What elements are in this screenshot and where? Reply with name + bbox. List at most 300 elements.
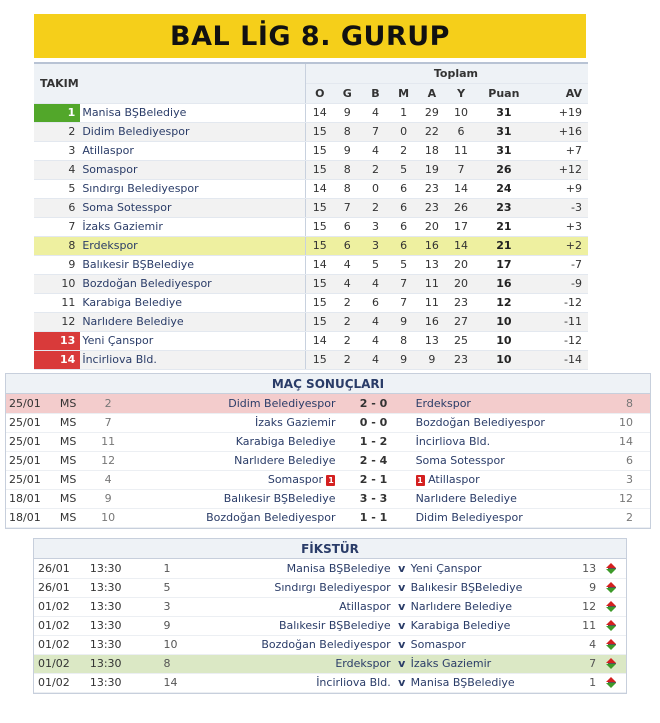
away-rank: 1 [558, 673, 598, 692]
match-score[interactable]: 2 - 1 [339, 470, 407, 489]
team-name-link[interactable]: Sındırgı Belediyespor [80, 179, 306, 198]
goals-against-cell: 20 [446, 255, 476, 274]
goals-against-cell: 26 [446, 198, 476, 217]
rank-cell: 11 [34, 293, 80, 312]
away-rank: 10 [603, 413, 650, 432]
drawn-cell: 4 [361, 331, 389, 350]
fixture-time: 13:30 [86, 578, 164, 597]
away-rank: 13 [558, 559, 598, 578]
versus-label: v [395, 616, 409, 635]
rank-cell: 6 [34, 198, 80, 217]
lost-cell: 6 [390, 198, 418, 217]
result-date: 25/01 [6, 432, 46, 451]
head-to-head-cell[interactable] [598, 559, 626, 578]
goals-against-cell: 6 [446, 122, 476, 141]
away-team-label: Soma Sotesspor [415, 454, 505, 467]
drawn-cell: 5 [361, 255, 389, 274]
away-team-link[interactable]: Somaspor [409, 635, 559, 654]
team-name-link[interactable]: Atillaspor [80, 141, 306, 160]
away-rank: 8 [603, 394, 650, 413]
goal-difference-cell: -12 [532, 293, 588, 312]
swap-arrows-icon[interactable] [606, 677, 618, 689]
standings-row [34, 255, 588, 274]
team-name-link[interactable]: İzaks Gaziemir [80, 217, 306, 236]
red-card-icon: 1 [328, 475, 334, 485]
goal-difference-cell: +12 [532, 160, 588, 179]
swap-arrows-icon[interactable] [606, 563, 618, 575]
standings-row [34, 141, 588, 160]
standings-row [34, 160, 588, 179]
played-cell: 15 [306, 312, 333, 331]
col-header-puan: Puan [476, 83, 531, 103]
standings-row [34, 122, 588, 141]
away-rank: 2 [603, 508, 650, 527]
lost-cell: 2 [390, 141, 418, 160]
away-team-link[interactable] [408, 508, 603, 527]
away-rank: 12 [558, 597, 598, 616]
lost-cell: 5 [390, 160, 418, 179]
standings-row [34, 293, 588, 312]
standings-row [34, 217, 588, 236]
fixture-row [34, 559, 626, 578]
result-row [6, 470, 650, 489]
played-cell: 15 [306, 198, 333, 217]
result-status: MS [46, 451, 90, 470]
rank-cell: 4 [34, 160, 80, 179]
won-cell: 2 [333, 350, 361, 369]
drawn-cell: 3 [361, 217, 389, 236]
fixture-row [34, 578, 626, 597]
drawn-cell: 6 [361, 293, 389, 312]
swap-arrows-icon[interactable] [606, 601, 618, 613]
result-status: MS [46, 508, 90, 527]
home-team-link[interactable]: Bozdoğan Belediyespor [203, 635, 394, 654]
goals-for-cell: 23 [418, 198, 446, 217]
rank-cell: 1 [34, 103, 80, 122]
match-results-panel [5, 373, 651, 529]
team-name-link[interactable]: Karabiga Belediye [80, 293, 306, 312]
fixture-time: 13:30 [86, 559, 164, 578]
rank-cell: 12 [34, 312, 80, 331]
head-to-head-cell[interactable] [598, 654, 626, 673]
played-cell: 14 [306, 103, 333, 122]
result-date: 18/01 [6, 508, 46, 527]
drawn-cell: 3 [361, 236, 389, 255]
away-team-link[interactable] [408, 451, 603, 470]
rank-cell: 3 [34, 141, 80, 160]
won-cell: 6 [333, 236, 361, 255]
home-team-label: Didim Belediyespor [228, 396, 336, 410]
lost-cell: 6 [390, 179, 418, 198]
away-team-label: Bozdoğan Belediyespor [415, 416, 545, 429]
fixtures-title: FİKSTÜR [34, 539, 626, 559]
lost-cell: 1 [390, 103, 418, 122]
away-team-link[interactable] [408, 432, 603, 451]
away-rank: 9 [558, 578, 598, 597]
played-cell: 15 [306, 122, 333, 141]
standings-row [34, 103, 588, 122]
goals-for-cell: 22 [418, 122, 446, 141]
home-team-link[interactable] [126, 432, 339, 451]
points-cell: 24 [476, 179, 531, 198]
team-name-link[interactable]: Narlıdere Belediye [80, 312, 306, 331]
standings-row [34, 236, 588, 255]
lost-cell: 0 [390, 122, 418, 141]
away-team-label: Atillaspor [428, 473, 480, 486]
page-title: BAL LİG 8. GURUP [34, 14, 586, 58]
won-cell: 8 [333, 160, 361, 179]
played-cell: 15 [306, 217, 333, 236]
away-team-link[interactable]: Karabiga Belediye [409, 616, 559, 635]
goals-against-cell: 20 [446, 274, 476, 293]
result-status: MS [46, 432, 90, 451]
won-cell: 2 [333, 312, 361, 331]
home-team-link[interactable]: Balıkesir BŞBelediye [203, 616, 394, 635]
won-cell: 9 [333, 141, 361, 160]
home-rank: 3 [163, 597, 203, 616]
swap-arrows-icon[interactable] [606, 639, 618, 651]
away-team-link[interactable]: Manisa BŞBelediye [409, 673, 559, 692]
team-name-link[interactable]: Didim Belediyespor [80, 122, 306, 141]
fixture-time: 13:30 [86, 654, 164, 673]
goals-against-cell: 14 [446, 179, 476, 198]
home-team-link[interactable] [126, 394, 339, 413]
away-team-label: Didim Belediyespor [415, 511, 523, 524]
team-name-link[interactable]: Yeni Çanspor [80, 331, 306, 350]
points-cell: 23 [476, 198, 531, 217]
versus-label: v [395, 635, 409, 654]
rank-cell: 9 [34, 255, 80, 274]
goals-against-cell: 25 [446, 331, 476, 350]
versus-label: v [395, 673, 409, 692]
points-cell: 12 [476, 293, 531, 312]
result-date: 25/01 [6, 394, 46, 413]
won-cell: 6 [333, 217, 361, 236]
home-rank: 11 [90, 432, 126, 451]
won-cell: 7 [333, 198, 361, 217]
points-cell: 31 [476, 122, 531, 141]
home-team-link[interactable]: Sındırgı Belediyespor [203, 578, 394, 597]
swap-arrows-icon[interactable] [606, 658, 618, 670]
drawn-cell: 4 [361, 103, 389, 122]
away-rank: 4 [558, 635, 598, 654]
away-rank: 14 [603, 432, 650, 451]
goal-difference-cell: -11 [532, 312, 588, 331]
team-name-link[interactable]: Manisa BŞBelediye [80, 103, 306, 122]
goals-against-cell: 17 [446, 217, 476, 236]
won-cell: 4 [333, 274, 361, 293]
goal-difference-cell: +2 [532, 236, 588, 255]
fixture-row [34, 635, 626, 654]
away-team-link[interactable]: Yeni Çanspor [409, 559, 559, 578]
total-group-header: Toplam [306, 63, 588, 83]
team-name-link[interactable]: Somaspor [80, 160, 306, 179]
versus-label: v [395, 578, 409, 597]
team-name-link[interactable]: Bozdoğan Belediyespor [80, 274, 306, 293]
fixture-row [34, 597, 626, 616]
points-cell: 21 [476, 236, 531, 255]
drawn-cell: 2 [361, 160, 389, 179]
home-team-label: Somaspor [267, 473, 323, 486]
points-cell: 21 [476, 217, 531, 236]
home-team-link[interactable]: Manisa BŞBelediye [203, 559, 394, 578]
goal-difference-cell: -7 [532, 255, 588, 274]
away-team-label: İncirliova Bld. [415, 435, 491, 448]
standings-row [34, 312, 588, 331]
result-row [6, 489, 650, 508]
home-rank: 4 [90, 470, 126, 489]
col-header-m: M [390, 83, 418, 103]
drawn-cell: 2 [361, 198, 389, 217]
result-date: 25/01 [6, 451, 46, 470]
goals-for-cell: 16 [418, 312, 446, 331]
fixture-date: 01/02 [34, 635, 86, 654]
goals-against-cell: 23 [446, 350, 476, 369]
played-cell: 15 [306, 141, 333, 160]
home-rank: 10 [163, 635, 203, 654]
team-name-link[interactable]: Balıkesir BŞBelediye [80, 255, 306, 274]
rank-cell: 2 [34, 122, 80, 141]
rank-cell: 13 [34, 331, 80, 350]
home-rank: 8 [163, 654, 203, 673]
col-header-o: O [306, 83, 333, 103]
rank-cell: 5 [34, 179, 80, 198]
lost-cell: 9 [390, 312, 418, 331]
goals-for-cell: 13 [418, 331, 446, 350]
goal-difference-cell: +3 [532, 217, 588, 236]
lost-cell: 6 [390, 236, 418, 255]
goal-difference-cell: +19 [532, 103, 588, 122]
played-cell: 15 [306, 350, 333, 369]
result-status: MS [46, 413, 90, 432]
goals-against-cell: 27 [446, 312, 476, 331]
col-header-b: B [361, 83, 389, 103]
team-column-header: TAKIM [34, 63, 306, 103]
points-cell: 31 [476, 141, 531, 160]
fixture-row [34, 616, 626, 635]
goal-difference-cell: -3 [532, 198, 588, 217]
match-score[interactable]: 1 - 1 [339, 508, 407, 527]
col-header-y: Y [446, 83, 476, 103]
goal-difference-cell: +9 [532, 179, 588, 198]
home-team-link[interactable]: Erdekspor [203, 654, 394, 673]
played-cell: 15 [306, 160, 333, 179]
away-rank: 6 [603, 451, 650, 470]
col-header-a: A [418, 83, 446, 103]
away-team-label: Narlıdere Belediye [415, 492, 517, 505]
result-row [6, 413, 650, 432]
fixture-date: 01/02 [34, 597, 86, 616]
head-to-head-cell[interactable] [598, 673, 626, 692]
away-rank: 7 [558, 654, 598, 673]
fixture-date: 01/02 [34, 654, 86, 673]
drawn-cell: 4 [361, 350, 389, 369]
versus-label: v [395, 654, 409, 673]
versus-label: v [395, 559, 409, 578]
home-rank: 7 [90, 413, 126, 432]
red-card-icon: 1 [417, 475, 423, 485]
head-to-head-cell[interactable] [598, 578, 626, 597]
col-header-av: AV [532, 83, 588, 103]
home-team-label: Narlıdere Belediye [234, 454, 336, 467]
goals-for-cell: 16 [418, 236, 446, 255]
goals-for-cell: 18 [418, 141, 446, 160]
swap-arrows-icon[interactable] [606, 620, 618, 632]
fixture-row [34, 654, 626, 673]
won-cell: 9 [333, 103, 361, 122]
match-results-title: MAÇ SONUÇLARI [6, 374, 650, 394]
head-to-head-cell[interactable] [598, 597, 626, 616]
played-cell: 15 [306, 274, 333, 293]
team-name-link[interactable]: Erdekspor [80, 236, 306, 255]
result-date: 25/01 [6, 413, 46, 432]
home-rank: 12 [90, 451, 126, 470]
home-team-link[interactable] [126, 489, 339, 508]
away-team-link[interactable]: İzaks Gaziemir [409, 654, 559, 673]
drawn-cell: 7 [361, 122, 389, 141]
fixture-time: 13:30 [86, 673, 164, 692]
lost-cell: 6 [390, 217, 418, 236]
swap-arrows-icon[interactable] [606, 582, 618, 594]
points-cell: 10 [476, 350, 531, 369]
away-team-link[interactable] [408, 394, 603, 413]
home-rank: 10 [90, 508, 126, 527]
points-cell: 10 [476, 331, 531, 350]
fixture-date: 26/01 [34, 559, 86, 578]
goals-against-cell: 7 [446, 160, 476, 179]
away-team-link[interactable]: Narlıdere Belediye [409, 597, 559, 616]
standings-row [34, 331, 588, 350]
standings-row [34, 350, 588, 369]
goal-difference-cell: +16 [532, 122, 588, 141]
away-rank: 11 [558, 616, 598, 635]
goals-against-cell: 14 [446, 236, 476, 255]
points-cell: 10 [476, 312, 531, 331]
standings-row [34, 179, 588, 198]
team-name-link[interactable]: İncirliova Bld. [80, 350, 306, 369]
home-team-link[interactable] [126, 413, 339, 432]
rank-cell: 10 [34, 274, 80, 293]
match-score[interactable]: 0 - 0 [339, 413, 407, 432]
won-cell: 8 [333, 179, 361, 198]
away-rank: 12 [603, 489, 650, 508]
goal-difference-cell: -9 [532, 274, 588, 293]
drawn-cell: 4 [361, 274, 389, 293]
home-rank: 9 [163, 616, 203, 635]
fixture-time: 13:30 [86, 635, 164, 654]
won-cell: 8 [333, 122, 361, 141]
won-cell: 2 [333, 293, 361, 312]
home-rank: 2 [90, 394, 126, 413]
played-cell: 14 [306, 255, 333, 274]
match-score[interactable]: 1 - 2 [339, 432, 407, 451]
home-team-label: Bozdoğan Belediyespor [206, 511, 336, 524]
goals-for-cell: 13 [418, 255, 446, 274]
played-cell: 15 [306, 293, 333, 312]
lost-cell: 9 [390, 350, 418, 369]
match-score[interactable]: 2 - 0 [339, 394, 407, 413]
goals-for-cell: 20 [418, 217, 446, 236]
home-team-label: Karabiga Belediye [235, 435, 336, 448]
rank-cell: 8 [34, 236, 80, 255]
standings-table [34, 62, 588, 370]
away-rank: 3 [603, 470, 650, 489]
standings-row [34, 198, 588, 217]
won-cell: 2 [333, 331, 361, 350]
points-cell: 16 [476, 274, 531, 293]
fixture-date: 01/02 [34, 616, 86, 635]
goal-difference-cell: +7 [532, 141, 588, 160]
lost-cell: 7 [390, 274, 418, 293]
points-cell: 26 [476, 160, 531, 179]
home-team-link[interactable] [126, 470, 339, 489]
away-team-label: Erdekspor [415, 396, 471, 410]
match-score[interactable]: 2 - 4 [339, 451, 407, 470]
goal-difference-cell: -12 [532, 331, 588, 350]
result-date: 25/01 [6, 470, 46, 489]
fixtures-table [34, 559, 626, 693]
home-team-link[interactable]: İncirliova Bld. [203, 673, 394, 692]
goal-difference-cell: -14 [532, 350, 588, 369]
drawn-cell: 4 [361, 312, 389, 331]
lost-cell: 5 [390, 255, 418, 274]
goals-for-cell: 23 [418, 179, 446, 198]
goals-against-cell: 11 [446, 141, 476, 160]
fixture-row [34, 673, 626, 692]
goals-for-cell: 29 [418, 103, 446, 122]
head-to-head-cell[interactable] [598, 616, 626, 635]
away-team-link[interactable] [408, 470, 603, 489]
lost-cell: 7 [390, 293, 418, 312]
home-team-label: Balıkesir BŞBelediye [223, 492, 336, 505]
result-date: 18/01 [6, 489, 46, 508]
home-team-link[interactable] [126, 508, 339, 527]
home-team-label: İzaks Gaziemir [254, 416, 336, 429]
home-rank: 1 [163, 559, 203, 578]
played-cell: 14 [306, 179, 333, 198]
rank-cell: 7 [34, 217, 80, 236]
match-score[interactable]: 3 - 3 [339, 489, 407, 508]
away-team-link[interactable]: Balıkesir BŞBelediye [409, 578, 559, 597]
home-rank: 9 [90, 489, 126, 508]
away-team-link[interactable] [408, 489, 603, 508]
result-row [6, 394, 650, 413]
played-cell: 14 [306, 331, 333, 350]
result-status: MS [46, 489, 90, 508]
fixture-date: 26/01 [34, 578, 86, 597]
goals-against-cell: 23 [446, 293, 476, 312]
standings-row [34, 274, 588, 293]
rank-cell: 14 [34, 350, 80, 369]
away-team-link[interactable] [408, 413, 603, 432]
result-row [6, 451, 650, 470]
versus-label: v [395, 597, 409, 616]
played-cell: 15 [306, 236, 333, 255]
home-rank: 5 [163, 578, 203, 597]
home-team-link[interactable]: Atillaspor [203, 597, 394, 616]
goals-for-cell: 11 [418, 274, 446, 293]
goals-for-cell: 11 [418, 293, 446, 312]
points-cell: 31 [476, 103, 531, 122]
result-status: MS [46, 470, 90, 489]
match-results-table [6, 394, 650, 528]
fixture-date: 01/02 [34, 673, 86, 692]
goals-for-cell: 9 [418, 350, 446, 369]
won-cell: 4 [333, 255, 361, 274]
head-to-head-cell[interactable] [598, 635, 626, 654]
home-team-link[interactable] [126, 451, 339, 470]
team-name-link[interactable]: Soma Sotesspor [80, 198, 306, 217]
